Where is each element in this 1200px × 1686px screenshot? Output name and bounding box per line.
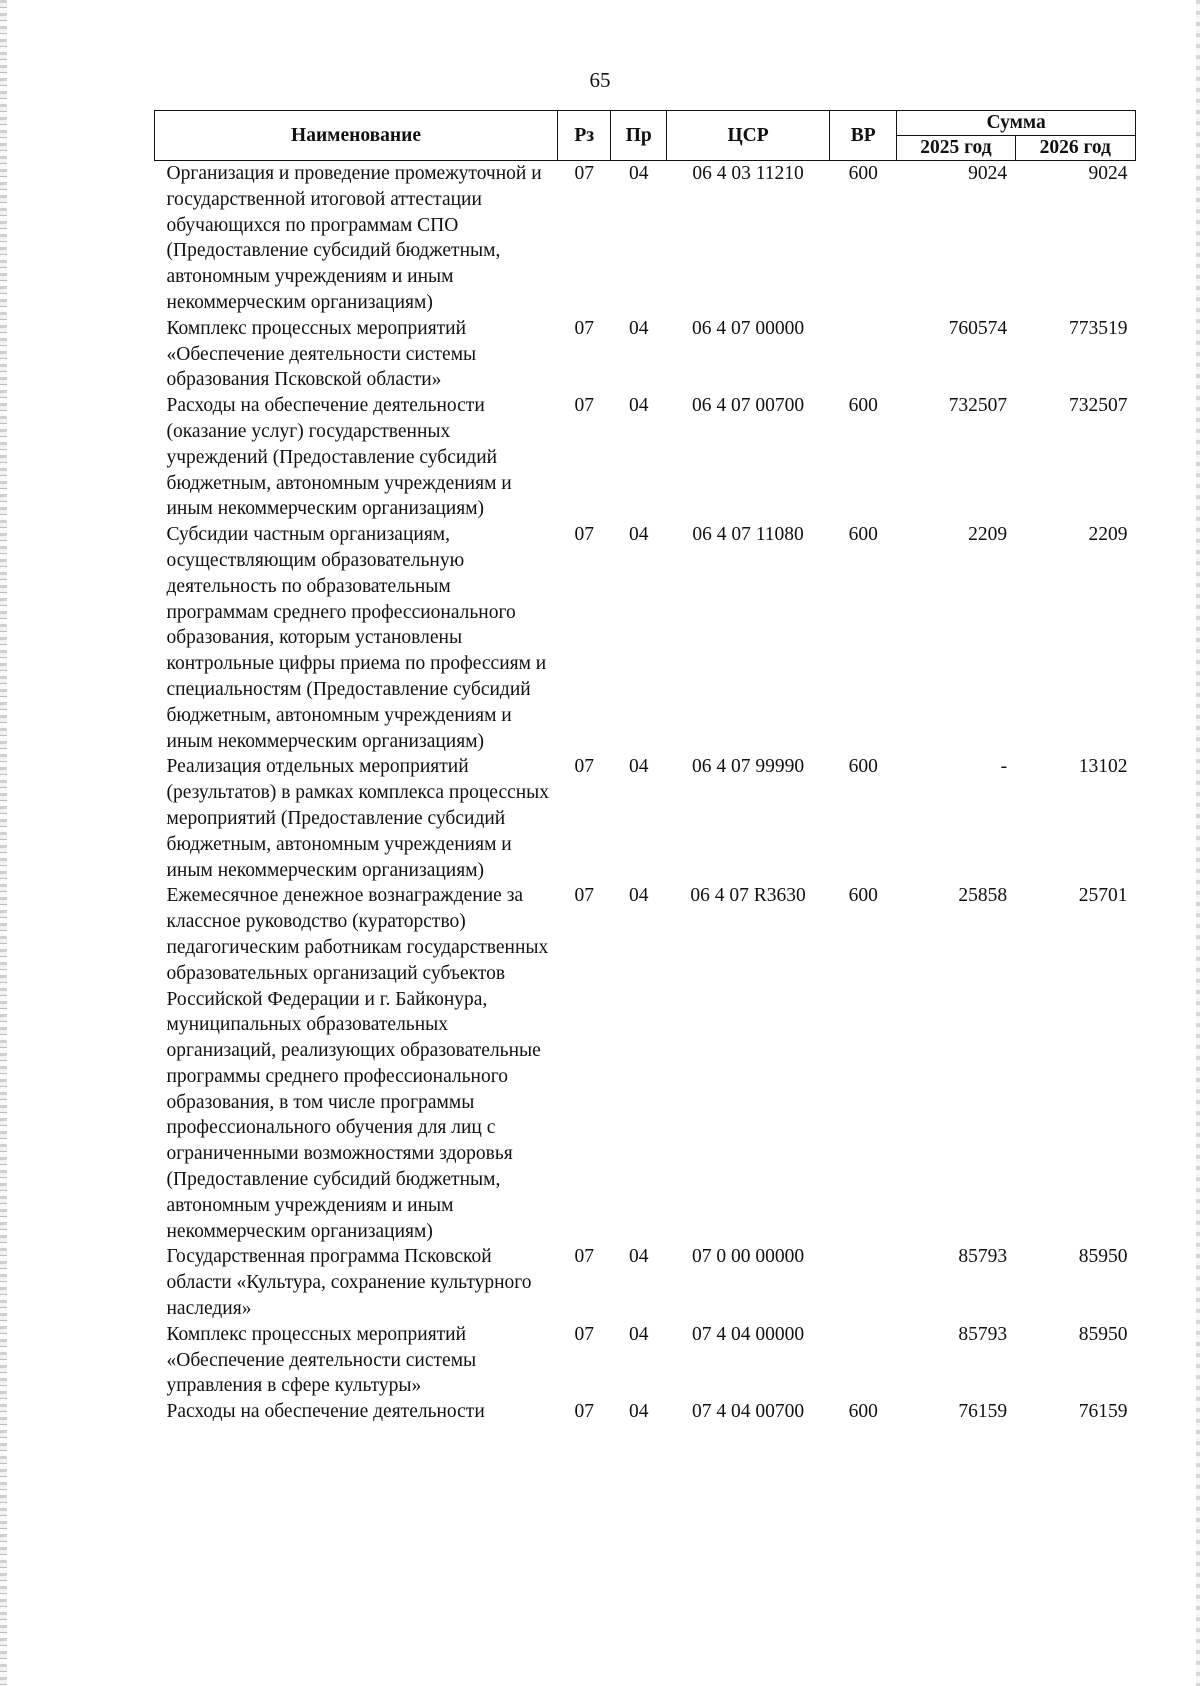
row-amount-2025: 760574 [948,317,1008,339]
row-csr: 06 4 07 99990 [692,756,805,778]
table-row [155,522,1136,754]
row-rz: 07 [574,524,595,546]
table-row [155,1244,1136,1321]
row-name: Ежемесячное денежное вознаграждение за классное руководство (кураторство) педагогическим работникам государственных образовательных организаций субъектов Российской Федерации и г. Байконура, муниципальных образовательных организаций, реализующих образовательные программы среднего профессионального образования, в том числе программы профессионального обучения для лиц с ограниченными возможностями здоровья (Предоставление субсидий бюджетным, автономным учреждениям и иным некоммерческим организациям) [166,885,549,1242]
row-vr: 600 [848,163,878,184]
row-csr: 06 4 07 11080 [692,524,804,546]
row-amount-2026: 2209 [1088,524,1128,546]
row-csr: 06 4 03 11210 [692,163,804,184]
row-csr: 06 4 07 00700 [692,395,805,417]
row-amount-2026: 773519 [1069,317,1128,339]
row-rz: 07 [574,756,595,778]
row-rz: 07 [574,885,595,907]
row-rz: 07 [574,395,595,417]
page-number: 65 [589,68,611,92]
row-name: Организация и проведение промежуточной и государственной итоговой аттестации обучающихся по программам СПО (Предоставление субсидий бюджетным, автономным учреждениям и иным некоммерческим организациям) [166,163,542,313]
row-vr: 600 [848,395,878,417]
row-csr: 07 0 00 00000 [692,1246,805,1268]
table-row [155,393,1136,522]
row-vr [830,1322,897,1399]
row-pr: 04 [628,756,649,778]
row-rz: 07 [574,163,595,184]
row-amount-2026: 85950 [1078,1246,1128,1268]
row-vr: 600 [848,885,878,907]
row-name: Расходы на обеспечение деятельности [166,1401,485,1423]
table-row [155,883,1136,1244]
row-vr: 600 [848,524,878,546]
row-amount-2026: 9024 [1088,163,1128,184]
row-rz: 07 [574,1246,595,1268]
row-rz: 07 [574,1323,595,1345]
row-name: Реализация отдельных мероприятий (результатов) в рамках комплекса процессных мероприятий (Предоставление субсидий бюджетным, автономным учреждениям и иным некоммерческим организациям) [166,756,550,881]
row-amount-2026: 25701 [1078,885,1128,907]
scan-edge-right [1196,0,1200,1686]
row-vr: 600 [848,756,878,778]
header-pr: Пр [611,111,666,161]
table-row [155,1322,1136,1399]
row-name: Государственная программа Псковской области «Культура, сохранение культурного наследия» [166,1246,532,1320]
header-year-2025: 2025 год [897,136,1015,161]
row-vr [830,1244,897,1321]
row-pr: 04 [628,317,649,339]
row-name: Комплекс процессных мероприятий «Обеспечение деятельности системы управления в сфере культуры» [166,1323,477,1397]
scan-edge-left [0,0,7,1686]
row-amount-2025: 25858 [958,885,1008,907]
row-amount-2026: 76159 [1078,1401,1128,1423]
row-amount-2026: 13102 [1078,756,1128,778]
row-amount-2025: 85793 [958,1323,1008,1345]
row-pr: 04 [628,524,649,546]
row-rz: 07 [574,317,595,339]
table-row [155,1399,1136,1425]
row-pr: 04 [628,1246,649,1268]
header-vr: ВР [830,111,897,161]
row-pr: 04 [628,1401,649,1423]
header-csr: ЦСР [666,111,829,161]
row-vr: 600 [848,1401,878,1423]
row-pr: 04 [628,163,649,184]
row-csr: 06 4 07 R3630 [690,885,806,907]
row-amount-2025: - [1000,756,1008,778]
budget-table [154,110,1136,1425]
row-name: Расходы на обеспечение деятельности (оказание услуг) государственных учреждений (Предоставление субсидий бюджетным, автономным учреждениям и иным некоммерческим организациям) [166,395,512,520]
row-csr: 07 4 04 00000 [692,1323,805,1345]
row-pr: 04 [628,885,649,907]
row-name: Субсидии частным организациям, осуществляющим образовательную деятельность по образовательным программам среднего профессионального образования, которым установлены контрольные цифры приема по профессиям и специальностям (Предоставление субсидий бюджетным, автономным учреждениям и иным некоммерческим организациям) [166,524,547,752]
row-pr: 04 [628,395,649,417]
row-amount-2025: 9024 [968,163,1008,184]
row-amount-2025: 76159 [958,1401,1008,1423]
header-year-2026: 2026 год [1015,136,1135,161]
row-amount-2025: 732507 [948,395,1008,417]
table-body [155,161,1136,1426]
table-row [155,316,1136,393]
row-csr: 06 4 07 00000 [692,317,805,339]
header-sum: Сумма [897,111,1136,136]
row-amount-2025: 2209 [968,524,1008,546]
header-name: Наименование [155,111,558,161]
table-row [155,161,1136,316]
row-amount-2026: 732507 [1069,395,1128,417]
row-vr [830,316,897,393]
row-csr: 07 4 04 00700 [692,1401,805,1423]
row-pr: 04 [628,1323,649,1345]
table-row [155,754,1136,883]
row-amount-2025: 85793 [958,1246,1008,1268]
row-amount-2026: 85950 [1078,1323,1128,1345]
header-rz: Рз [558,111,611,161]
table-header [155,111,1136,161]
row-rz: 07 [574,1401,595,1423]
row-name: Комплекс процессных мероприятий «Обеспечение деятельности системы образования Псковской области» [166,317,477,391]
